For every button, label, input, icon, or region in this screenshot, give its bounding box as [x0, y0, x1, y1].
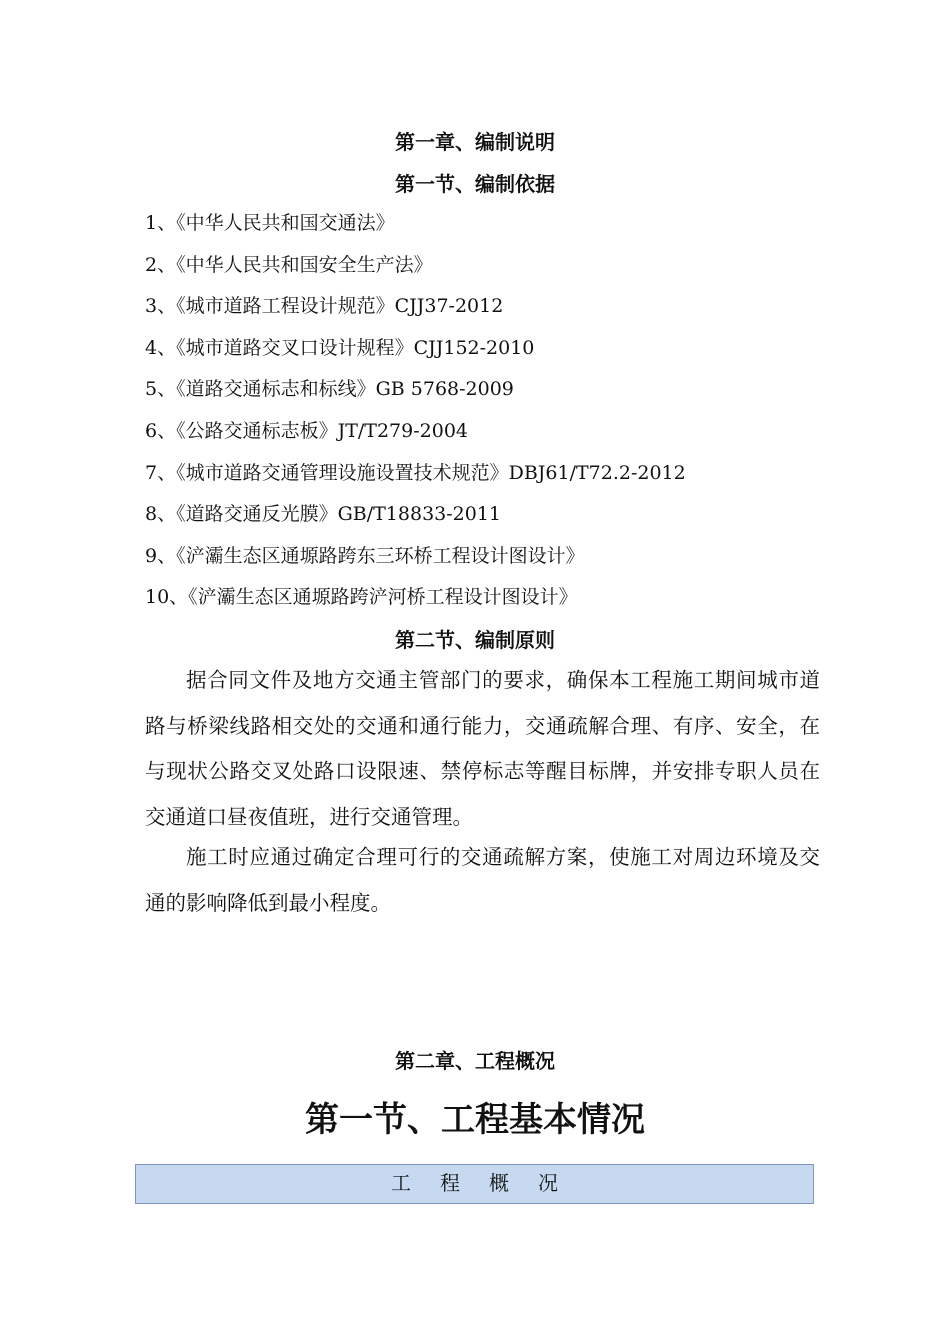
list-item: 4、《城市道路交叉口设计规程》CJJ152-2010	[145, 336, 535, 359]
list-item: 1、《中华人民共和国交通法》	[145, 212, 395, 234]
principles-paragraph-1: 据合同文件及地方交通主管部门的要求，确保本工程施工期间城市道路与桥梁线路相交处的交通和通行能力，交通疏解合理、有序、安全，在与现状公路交叉处路口设限速、禁停标志等醒目标牌，并安排专职人员在交通道口昼夜值班，进行交通管理。	[145, 668, 820, 829]
list-item: 9、《浐灞生态区通塬路跨东三环桥工程设计图设计》	[145, 544, 585, 567]
list-item: 7、《城市道路交通管理设施设置技术规范》DBJ61/T72.2-2012	[145, 461, 686, 484]
list-item: 6、《公路交通标志板》JT/T279-2004	[145, 419, 468, 442]
section-basic-info-title: 第一节、工程基本情况	[305, 1100, 645, 1140]
list-item: 5、《道路交通标志和标线》GB 5768-2009	[145, 378, 514, 401]
table-header-cell: 工程概况	[135, 1164, 814, 1204]
list-item: 8、《道路交通反光膜》GB/T18833-2011	[145, 503, 502, 526]
principles-paragraph-2: 施工时应通过确定合理可行的交通疏解方案，使施工对周边环境及交通的影响降低到最小程度。	[145, 845, 820, 915]
list-item: 10、《浐灞生态区通塬路跨浐河桥工程设计图设计》	[145, 586, 578, 609]
reference-list	[145, 209, 686, 625]
section-principles-title: 第二节、编制原则	[395, 628, 555, 652]
section-basis-title: 第一节、编制依据	[395, 172, 555, 196]
chapter-1-title: 第一章、编制说明	[395, 130, 555, 154]
chapter-2-title: 第二章、工程概况	[395, 1049, 555, 1073]
list-item: 2、《中华人民共和国安全生产法》	[145, 253, 433, 276]
list-item: 3、《城市道路工程设计规范》CJJ37-2012	[145, 295, 504, 318]
